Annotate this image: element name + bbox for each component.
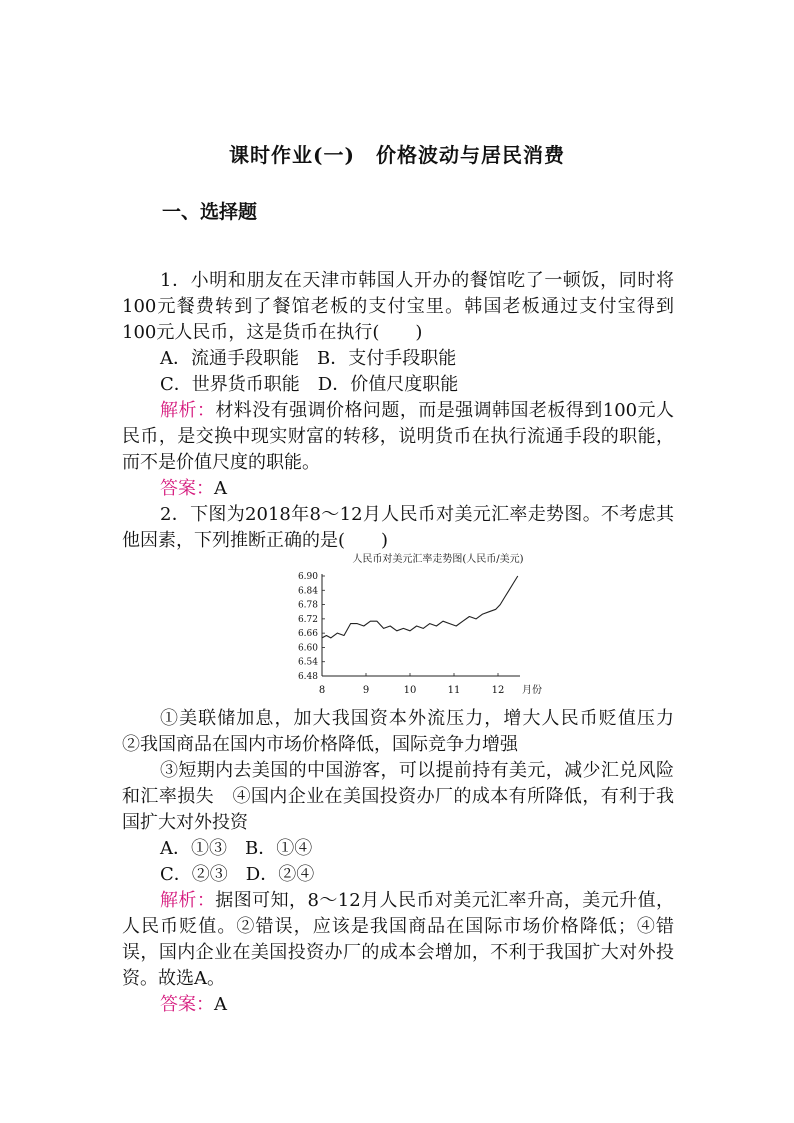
chart-x-tick-label: 9	[362, 685, 370, 696]
chart-y-tick-label: 6.90	[297, 572, 318, 582]
q2-statements-2: ③短期内去美国的中国游客，可以提前持有美元，减少汇兑风险和汇率损失 ④国内企业在美国投资办厂的成本有所降低，有利于我国扩大对外投资	[122, 760, 674, 833]
q1-answer	[160, 476, 227, 502]
q2-stem: 2．下图为2018年8～12月人民币对美元汇率走势图。不考虑其他因素，下列推断正确的是( )	[122, 504, 674, 551]
section-heading: 一、选择题	[162, 201, 258, 223]
q2-options-row1	[160, 836, 312, 862]
chart-y-tick-label: 6.66	[297, 629, 318, 640]
q2-option-c: C．②③	[160, 864, 228, 885]
q2-analysis-label: 解析：	[160, 890, 216, 911]
q2-answer	[160, 992, 227, 1018]
q2-statements-1: ①美联储加息，加大我国资本外流压力，增大人民币贬值压力 ②我国商品在国内市场价格降低，国际竞争力增强	[122, 708, 692, 755]
q1-options-row2	[160, 372, 458, 398]
q1-analysis-text: 材料没有强调价格问题，而是强调韩国老板得到100元人民币，是交换中现实财富的转移，说明货币在执行流通手段的职能，而不是价值尺度的职能。	[122, 400, 674, 473]
q1-analysis	[122, 398, 674, 476]
q1-option-a: A．流通手段职能	[160, 348, 299, 369]
q1-stem: 1．小明和朋友在天津市韩国人开办的餐馆吃了一顿饭，同时将100元餐费转到了餐馆老板的支付宝里。韩国老板通过支付宝得到100元人民币，这是货币在执行( )	[122, 270, 674, 343]
page-title: 课时作业(一) 价格波动与居民消费	[229, 143, 565, 167]
chart-x-tick-label: 8	[318, 685, 326, 696]
chart-x-tick-label: 11	[447, 685, 461, 696]
q2-option-d: D．②④	[245, 864, 315, 885]
q2-options-row2	[160, 862, 314, 888]
chart-y-tick-label: 6.72	[297, 614, 318, 625]
q1-option-b: B．支付手段职能	[317, 348, 457, 369]
q1-option-c: C．世界货币职能	[160, 374, 300, 395]
q2-analysis	[122, 888, 674, 992]
chart-y-tick-label: 6.78	[297, 600, 318, 611]
chart-x-label: 月份	[522, 685, 542, 696]
chart-y-tick-label: 6.54	[297, 657, 318, 668]
q1-analysis-label: 解析：	[160, 400, 216, 421]
chart-x-tick-label: 10	[403, 685, 417, 696]
chart-title: 人民币对美元汇率走势图(人民币/美元)	[352, 554, 524, 565]
q1-answer-label: 答案：	[160, 478, 214, 499]
chart-y-tick-label: 6.84	[297, 586, 318, 597]
q2-option-a: A．①③	[160, 838, 227, 859]
chart-y-tick-label: 6.60	[297, 643, 318, 654]
chart-x-tick-label: 12	[491, 685, 505, 696]
chart-y-tick-label: 6.48	[297, 672, 318, 682]
q1-option-d: D．价值尺度职能	[317, 374, 459, 395]
chart-series-line	[322, 576, 518, 638]
q2-answer-label: 答案：	[160, 994, 214, 1015]
exchange-rate-chart	[288, 548, 550, 698]
q2-answer-value: A	[214, 994, 227, 1015]
q2-option-b: B．①④	[245, 838, 313, 859]
q2-analysis-text: 据图可知，8～12月人民币对美元汇率升高，美元升值，人民币贬值。②错误，应该是我国商品在国际市场价格降低；④错误，国内企业在美国投资办厂的成本会增加，不利于我国扩大对外投资。故选A。	[122, 890, 674, 989]
q1-answer-value: A	[214, 478, 227, 499]
q1-options-row1	[160, 346, 456, 372]
